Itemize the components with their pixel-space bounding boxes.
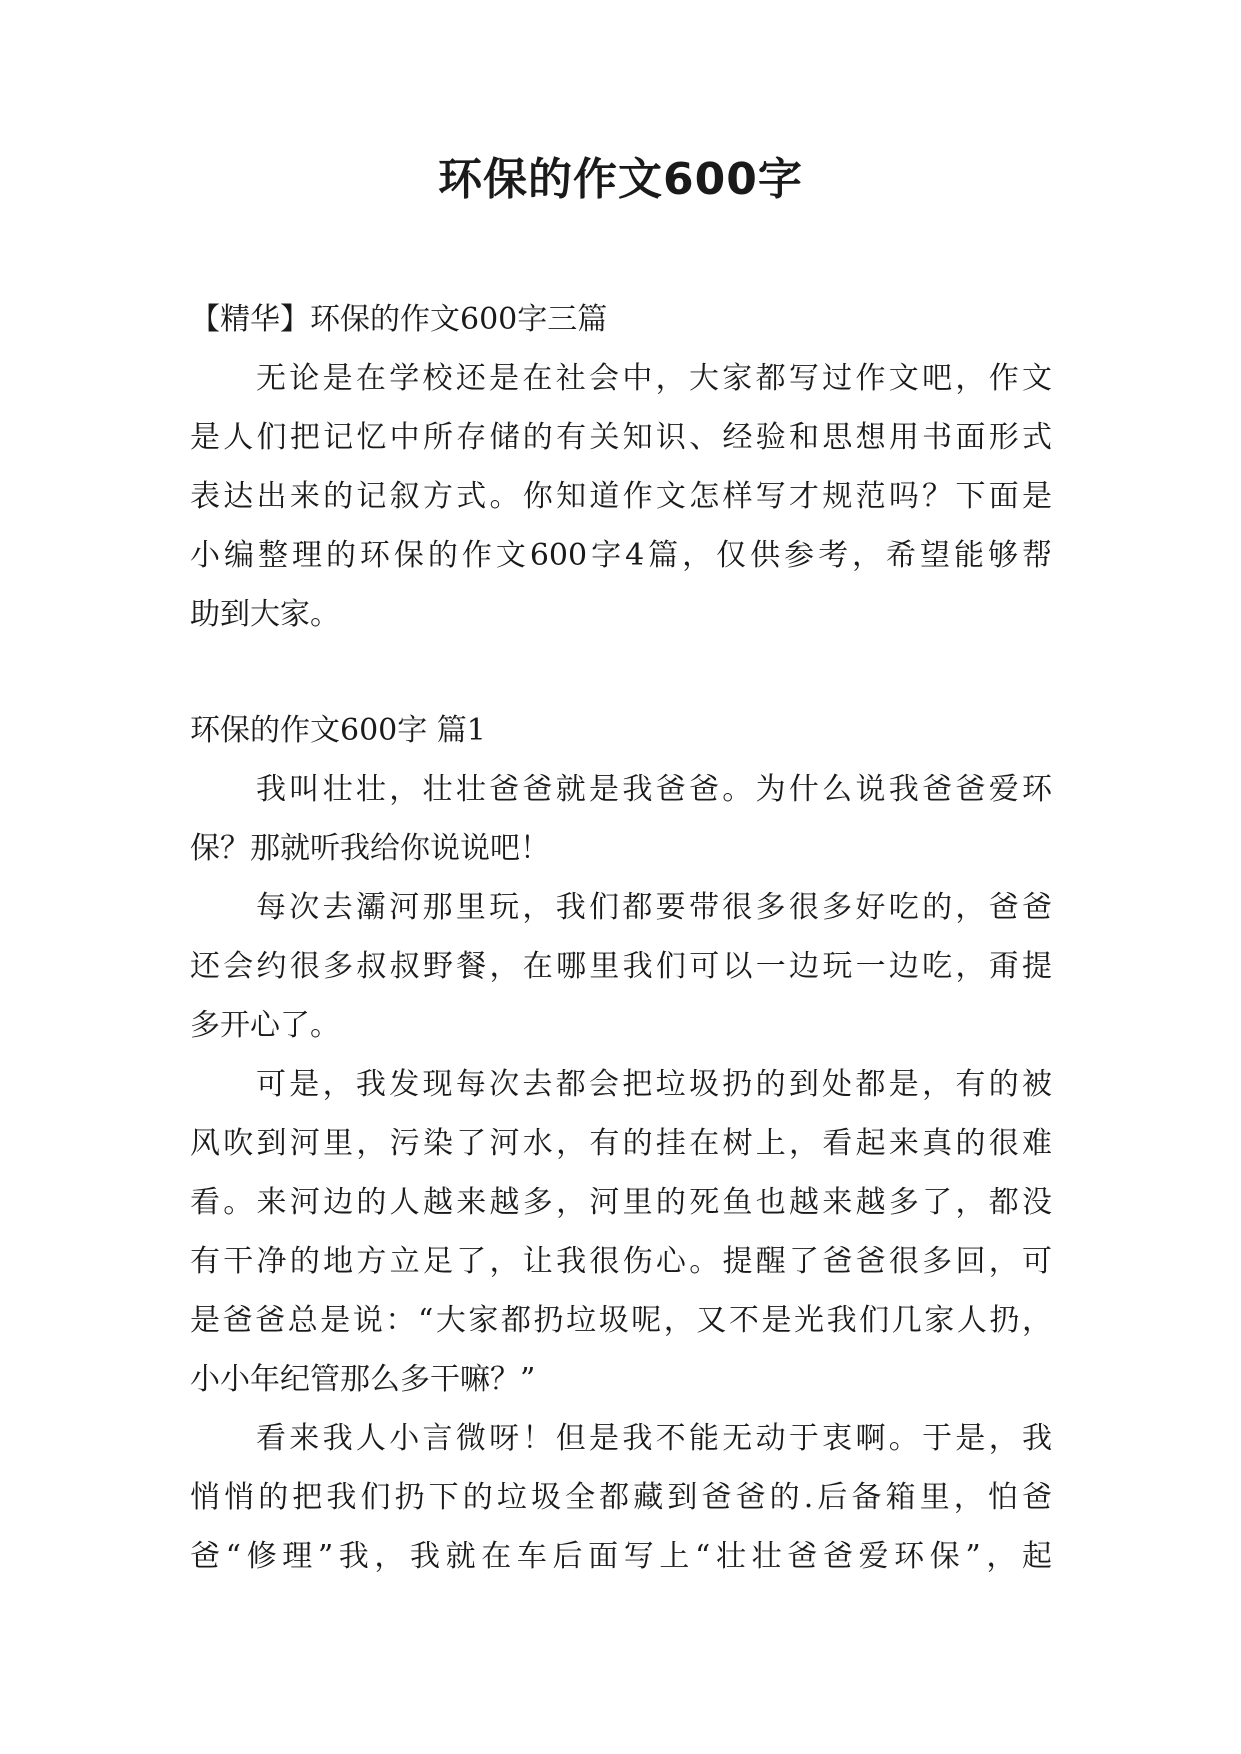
article-heading: 【精华】环保的作文600字三篇: [190, 302, 608, 337]
text-line: 我叫壮壮，壮壮爸爸就是我爸爸。为什么说我爸爸爱环: [256, 772, 1052, 807]
text-line: 爸“修理”我，我就在车后面写上“壮壮爸爸爱环保”，起: [190, 1539, 1052, 1574]
text-line: 还会约很多叔叔野餐，在哪里我们可以一边玩一边吃，甭提: [190, 949, 1052, 984]
body-paragraph: [190, 1055, 1052, 1409]
text-line: 表达出来的记叙方式。你知道作文怎样写才规范吗？下面是: [190, 479, 1052, 514]
text-line: 是人们把记忆中所存储的有关知识、经验和思想用书面形式: [190, 420, 1052, 455]
body-paragraph: [190, 1409, 1052, 1586]
text-line: 小编整理的环保的作文600字4篇，仅供参考，希望能够帮: [190, 538, 1052, 573]
document-title: 环保的作文600字: [438, 154, 803, 205]
text-line: 风吹到河里，污染了河水，有的挂在树上，看起来真的很难: [190, 1126, 1052, 1161]
text-line: 可是，我发现每次去都会把垃圾扔的到处都是，有的被: [256, 1067, 1052, 1102]
paragraph-spacer: [190, 644, 1052, 701]
intro-paragraph: [190, 349, 1052, 644]
text-line: 看来我人小言微呀！但是我不能无动于衷啊。于是，我: [256, 1421, 1052, 1456]
text-line: 看。来河边的人越来越多，河里的死鱼也越来越多了，都没: [190, 1185, 1052, 1220]
text-line: 悄悄的把我们扔下的垃圾全都藏到爸爸的.后备箱里，怕爸: [190, 1480, 1052, 1515]
section-title: 环保的作文600字 篇1: [190, 713, 486, 748]
body-paragraph: [190, 878, 1052, 1055]
text-line: 有干净的地方立足了，让我很伤心。提醒了爸爸很多回，可: [190, 1244, 1052, 1279]
body-paragraph: [190, 760, 1052, 878]
text-line: 助到大家。: [190, 597, 340, 632]
text-line: 保？那就听我给你说说吧！: [190, 831, 550, 866]
text-line: 无论是在学校还是在社会中，大家都写过作文吧，作文: [256, 361, 1052, 396]
text-line: 每次去灞河那里玩，我们都要带很多很多好吃的，爸爸: [256, 890, 1052, 925]
document-body: [190, 290, 1052, 1586]
text-line: 是爸爸总是说：“大家都扔垃圾呢，又不是光我们几家人扔，: [190, 1303, 1052, 1338]
text-line: 多开心了。: [190, 1008, 340, 1043]
text-line: 小小年纪管那么多干嘛？”: [190, 1362, 536, 1397]
